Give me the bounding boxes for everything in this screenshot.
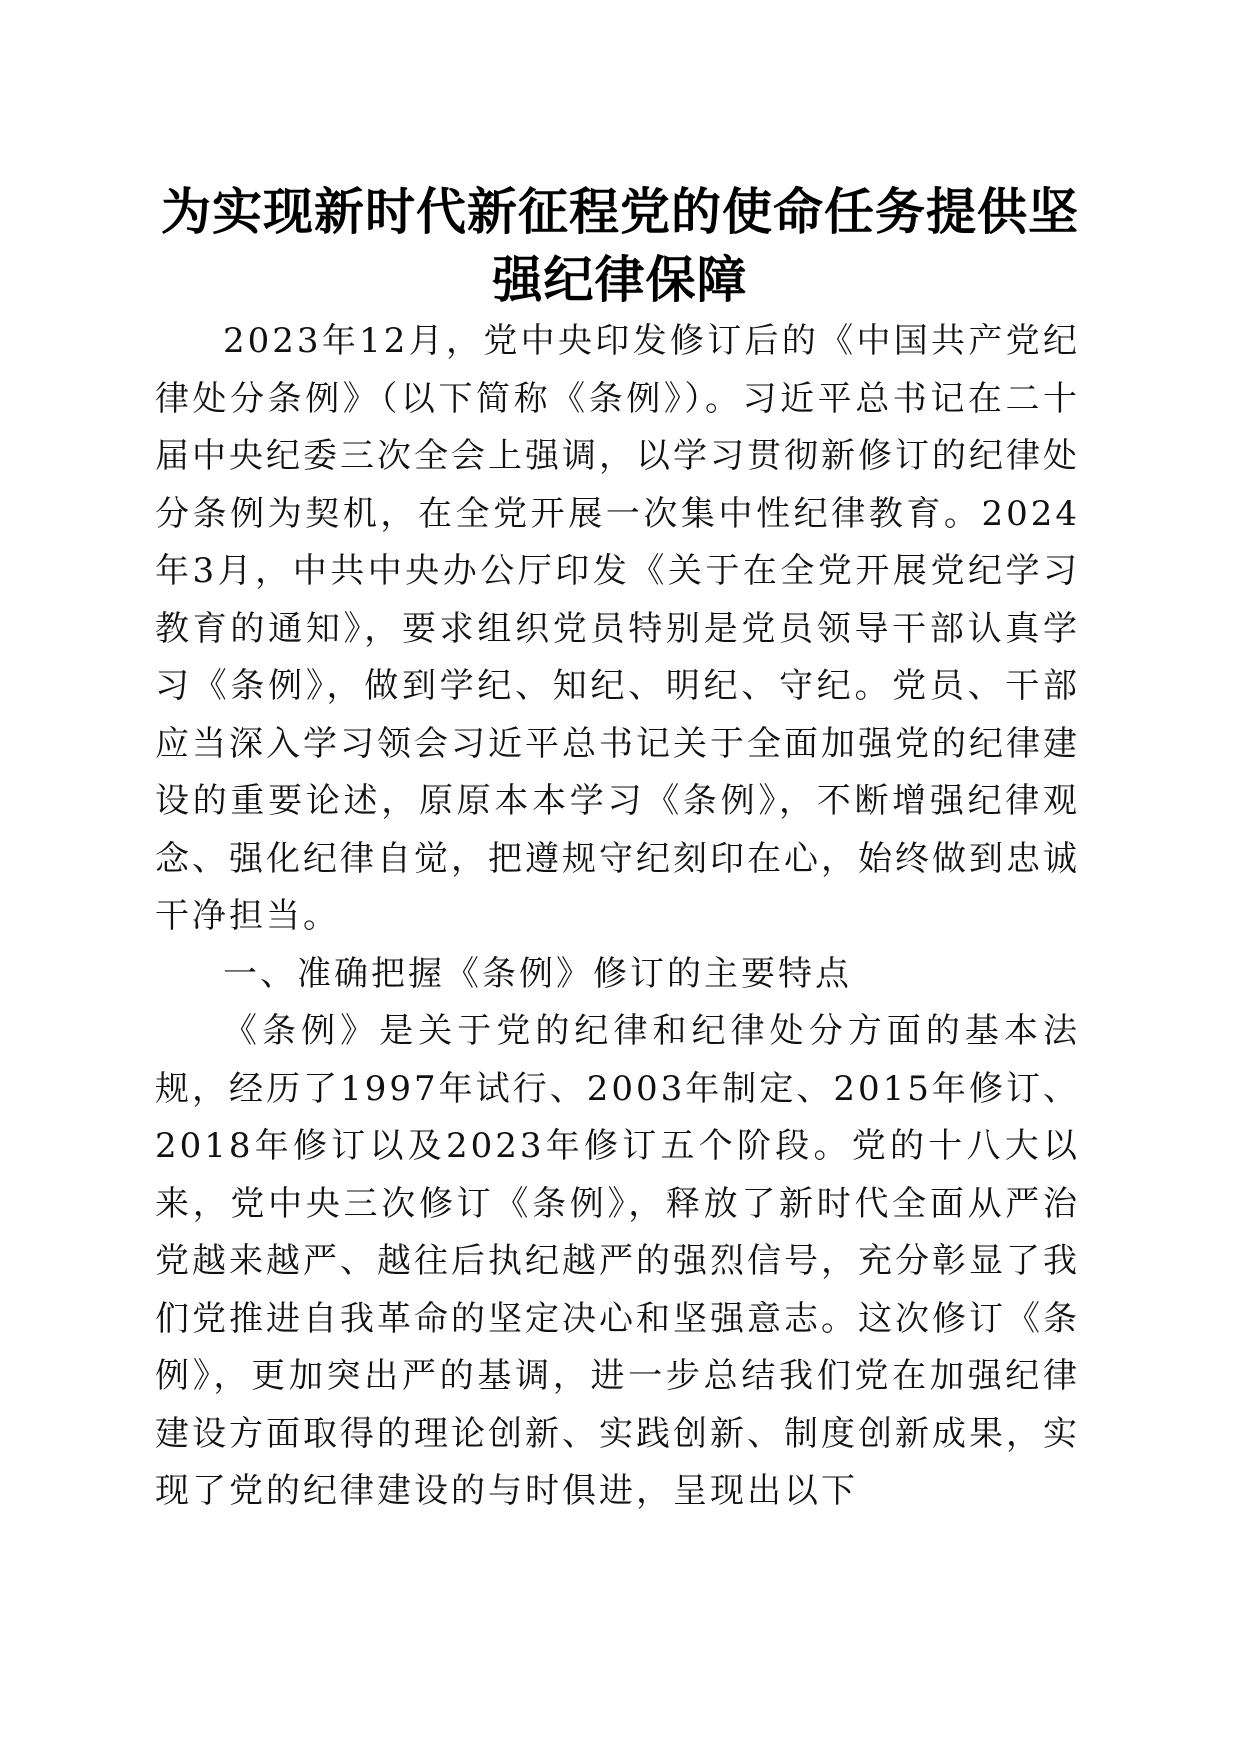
document-title: 为实现新时代新征程党的使命任务提供坚强纪律保障	[161, 183, 1079, 309]
paragraph-intro: 2023年12月，党中央印发修订后的《中国共产党纪律处分条例》（以下简称《条例》）。习近平总书记在二十届中央纪委三次全会上强调，以学习贯彻新修订的纪律处分条例为契机，在全党开展一次集中性纪律教育。2024年3月，中共中央办公厅印发《关于在全党开展党纪学习教育的通知》，要求组织党员特别是党员领导干部认真学习《条例》，做到学纪、知纪、明纪、守纪。党员、干部应当深入学习领会习近平总书记关于全面加强党的纪律建设的重要论述，原原本本学习《条例》，不断增强纪律观念、强化纪律自觉，把遵规守纪刻印在心，始终做到忠诚干净担当。	[155, 321, 1080, 936]
document-body	[155, 313, 1080, 1521]
section-heading: 一、准确把握《条例》修订的主要特点	[223, 953, 852, 994]
paragraph-section-one: 《条例》是关于党的纪律和纪律处分方面的基本法规，经历了1997年试行、2003年制定、2015年修订、2018年修订以及2023年修订五个阶段。党的十八大以来，党中央三次修订《条例》，释放了新时代全面从严治党越来越严、越往后执纪越严的强烈信号，充分彰显了我们党推进自我革命的坚定决心和坚强意志。这次修订《条例》，更加突出严的基调，进一步总结我们党在加强纪律建设方面取得的理论创新、实践创新、制度创新成果，实现了党的纪律建设的与时俱进，呈现出以下	[155, 1011, 1080, 1511]
